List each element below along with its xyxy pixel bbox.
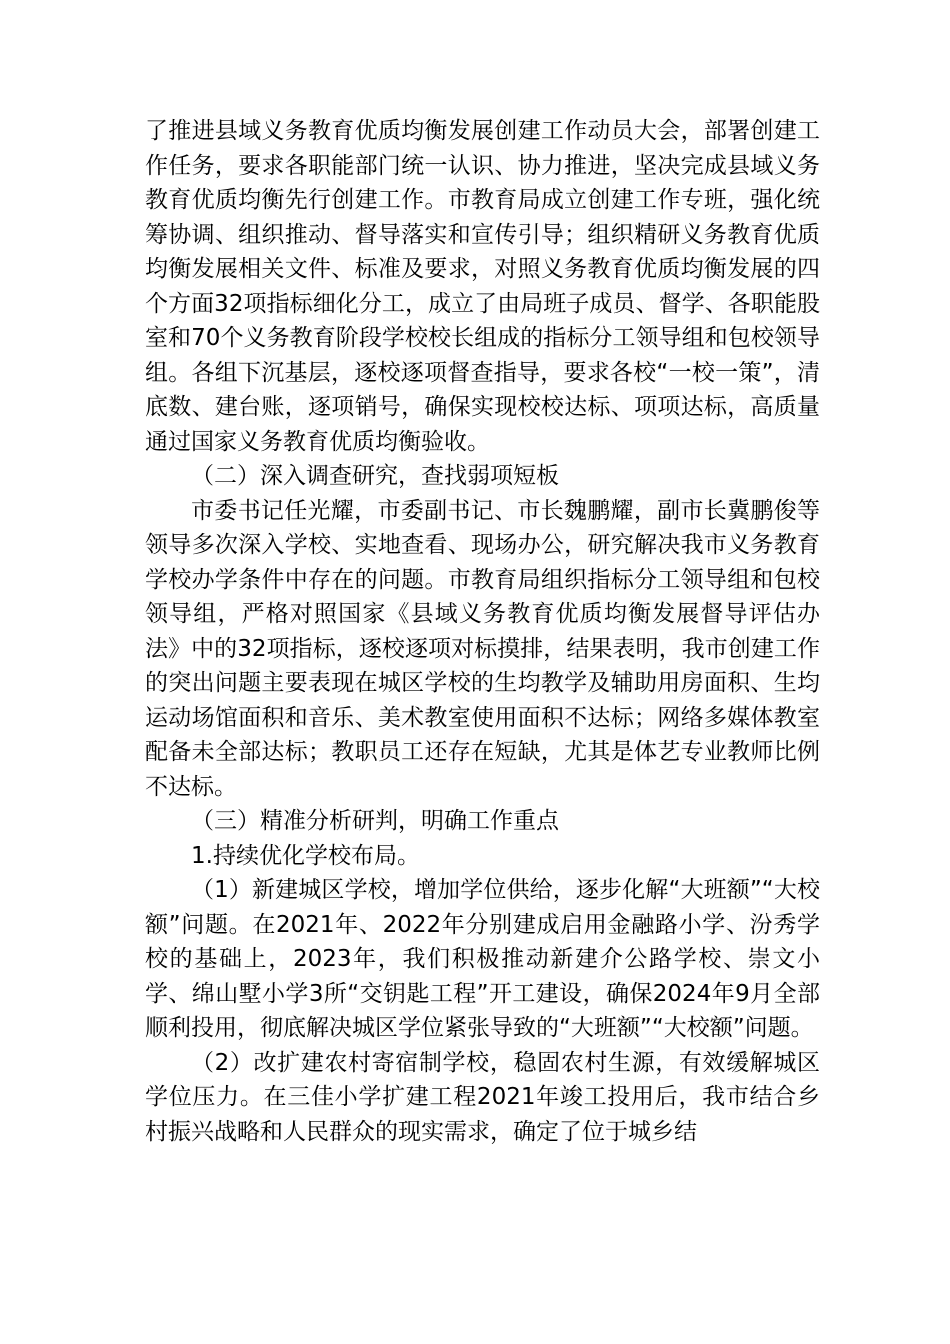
subheading-school-layout: 1.持续优化学校布局。	[191, 842, 420, 869]
section-heading-2: （二）深入调查研究，查找弱项短板	[191, 463, 559, 489]
document-body	[145, 114, 820, 1149]
paragraph-new-urban-schools: （1）新建城区学校，增加学位供给，逐步化解“大班额”“大校额”问题。在2021年、2022年分别建成启用金融路小学、汾秀学校的基础上，2023年，我们积极推动新建介公路学校、崇文小学、绵山墅小学3所“交钥匙工程”开工建设，确保2024年9月全部顺利投用，彻底解决城区学位紧张导致的“大班额”“大校额”问题。	[145, 877, 820, 1041]
paragraph-investigation: 市委书记任光耀，市委副书记、市长魏鹏耀，副市长冀鹏俊等领导多次深入学校、实地查看、现场办公，研究解决我市义务教育学校办学条件中存在的问题。市教育局组织指标分工领导组和包校领导组，严格对照国家《县域义务教育优质均衡发展督导评估办法》中的32项指标，逐校逐项对标摸排，结果表明，我市创建工作的突出问题主要表现在城区学校的生均教学及辅助用房面积、生均运动场馆面积和音乐、美术教室使用面积不达标；网络多媒体教室配备未全部达标；教职员工还存在短缺，尤其是体艺专业教师比例不达标。	[145, 497, 820, 800]
section-heading-3: （三）精准分析研判，明确工作重点	[191, 808, 559, 834]
paragraph-continuation: 了推进县域义务教育优质均衡发展创建工作动员大会，部署创建工作任务，要求各职能部门统一认识、协力推进，坚决完成县域义务教育优质均衡先行创建工作。市教育局成立创建工作专班，强化统筹协调、组织推动、督导落实和宣传引导；组织精研义务教育优质均衡发展相关文件、标准及要求，对照义务教育优质均衡发展的四个方面32项指标细化分工，成立了由局班子成员、督学、各职能股室和70个义务教育阶段学校校长组成的指标分工领导组和包校领导组。各组下沉基层，逐校逐项督查指导，要求各校“一校一策”，清底数、建台账，逐项销号，确保实现校校达标、项项达标，高质量通过国家义务教育优质均衡验收。	[145, 118, 820, 455]
paragraph-rural-boarding-schools: （2）改扩建农村寄宿制学校，稳固农村生源，有效缓解城区学位压力。在三佳小学扩建工程2021年竣工投用后，我市结合乡村振兴战略和人民群众的现实需求，确定了位于城乡结	[145, 1049, 820, 1145]
